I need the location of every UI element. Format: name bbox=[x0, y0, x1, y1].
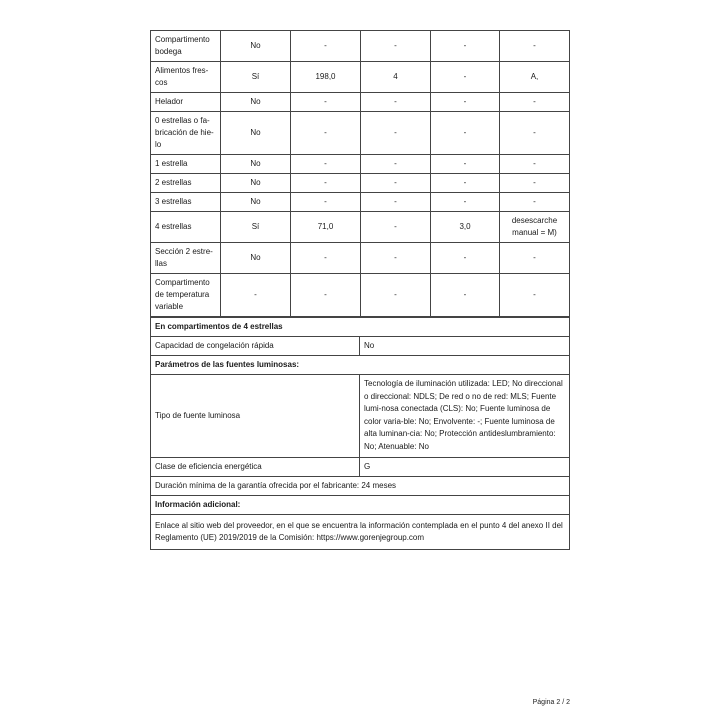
compartment-value: 71,0 bbox=[291, 212, 361, 243]
warranty-label: Duración mínima de la garantía ofrecida por el fabricante: bbox=[155, 480, 360, 490]
compartment-value: - bbox=[361, 274, 431, 317]
compartment-value: - bbox=[291, 93, 361, 112]
compartment-value: - bbox=[431, 243, 500, 274]
product-sheet bbox=[150, 30, 569, 550]
compartment-row bbox=[151, 243, 570, 274]
compartment-name: Compartimento bodega bbox=[151, 31, 221, 62]
compartment-row bbox=[151, 155, 570, 174]
compartment-value: - bbox=[431, 112, 500, 155]
compartment-value: - bbox=[361, 31, 431, 62]
compartment-name: Helador bbox=[151, 93, 221, 112]
compartment-value: - bbox=[500, 243, 570, 274]
compartment-value: - bbox=[431, 274, 500, 317]
compartments-table bbox=[150, 30, 570, 317]
compartment-value: 198,0 bbox=[291, 62, 361, 93]
website-link[interactable]: https://www.gorenjegroup.com bbox=[316, 532, 425, 542]
compartment-value: - bbox=[500, 274, 570, 317]
compartment-value: - bbox=[221, 274, 291, 317]
four-star-heading: En compartimentos de 4 estrellas bbox=[151, 318, 570, 337]
warranty-row bbox=[151, 476, 570, 495]
compartment-value: - bbox=[500, 31, 570, 62]
compartment-row bbox=[151, 112, 570, 155]
light-heading: Parámetros de las fuentes luminosas: bbox=[151, 356, 570, 375]
compartment-value: No bbox=[221, 193, 291, 212]
compartment-row bbox=[151, 62, 570, 93]
compartment-value: Sí bbox=[221, 62, 291, 93]
compartment-name: 2 estrellas bbox=[151, 174, 221, 193]
additional-info: Información adicional: bbox=[151, 495, 570, 514]
compartment-value: - bbox=[361, 243, 431, 274]
compartment-value: - bbox=[431, 31, 500, 62]
compartment-value: - bbox=[361, 193, 431, 212]
compartment-value: No bbox=[221, 155, 291, 174]
efficiency-value: G bbox=[360, 457, 570, 476]
compartment-value: A, bbox=[500, 62, 570, 93]
compartment-value: No bbox=[221, 243, 291, 274]
compartment-value: No bbox=[221, 93, 291, 112]
compartment-name: Sección 2 estre-llas bbox=[151, 243, 221, 274]
compartment-value: - bbox=[500, 193, 570, 212]
fast-freeze-label: Capacidad de congelación rápida bbox=[151, 337, 360, 356]
compartment-value: No bbox=[221, 174, 291, 193]
compartment-value: - bbox=[361, 174, 431, 193]
compartment-value: - bbox=[291, 31, 361, 62]
compartment-value: - bbox=[291, 112, 361, 155]
compartment-value: - bbox=[500, 155, 570, 174]
compartment-name: 0 estrellas o fa-bricación de hie-lo bbox=[151, 112, 221, 155]
website-label: Enlace al sitio web del proveedor, en el que se encuentra la información contemplada en el punto 4 del anexo II del Reglamento (UE) 2019/2019 de la Comisión: bbox=[155, 520, 563, 542]
compartment-value: - bbox=[431, 193, 500, 212]
compartment-value: - bbox=[361, 112, 431, 155]
compartment-row bbox=[151, 174, 570, 193]
compartment-value: - bbox=[361, 212, 431, 243]
compartment-row bbox=[151, 212, 570, 243]
compartment-value: - bbox=[361, 155, 431, 174]
compartment-name: 3 estrellas bbox=[151, 193, 221, 212]
compartment-value: - bbox=[431, 155, 500, 174]
compartment-value: - bbox=[291, 193, 361, 212]
compartment-value: - bbox=[500, 112, 570, 155]
compartment-value: - bbox=[291, 155, 361, 174]
compartment-row bbox=[151, 93, 570, 112]
compartment-value: - bbox=[291, 274, 361, 317]
compartment-value: - bbox=[291, 243, 361, 274]
warranty-value: 24 meses bbox=[361, 480, 397, 490]
compartment-value: No bbox=[221, 31, 291, 62]
compartment-value: - bbox=[431, 93, 500, 112]
compartment-value: - bbox=[500, 174, 570, 193]
compartment-row bbox=[151, 193, 570, 212]
compartment-name: 1 estrella bbox=[151, 155, 221, 174]
compartment-name: Alimentos fres-cos bbox=[151, 62, 221, 93]
efficiency-label: Clase de eficiencia energética bbox=[151, 457, 360, 476]
compartment-value: - bbox=[361, 93, 431, 112]
website-row bbox=[151, 514, 570, 549]
compartment-value: - bbox=[500, 93, 570, 112]
compartment-row bbox=[151, 31, 570, 62]
page-number: Página 2 / 2 bbox=[532, 699, 570, 706]
compartment-value: - bbox=[431, 62, 500, 93]
compartment-value: 3,0 bbox=[431, 212, 500, 243]
compartment-value: Sí bbox=[221, 212, 291, 243]
compartment-value: desescarche manual = M) bbox=[500, 212, 570, 243]
compartment-value: - bbox=[291, 174, 361, 193]
light-source-value: Tecnología de iluminación utilizada: LED; No direccional o direccional: NDLS; De red o no de red: MLS; Fuente lumi-nosa conectada (CLS): No; Fuente luminosa de color varia-ble: No; Envolvente: -; Fuente luminosa de alta luminan-cia: No; Protección antideslumbramiento: No; Atenuable: No bbox=[360, 375, 570, 458]
compartment-value: - bbox=[431, 174, 500, 193]
compartment-value: No bbox=[221, 112, 291, 155]
compartment-name: 4 estrellas bbox=[151, 212, 221, 243]
compartment-row bbox=[151, 274, 570, 317]
details-table bbox=[150, 317, 570, 550]
compartment-name: Compartimento de temperatura variable bbox=[151, 274, 221, 317]
fast-freeze-value: No bbox=[360, 337, 570, 356]
compartment-value: 4 bbox=[361, 62, 431, 93]
light-source-label: Tipo de fuente luminosa bbox=[151, 375, 360, 458]
